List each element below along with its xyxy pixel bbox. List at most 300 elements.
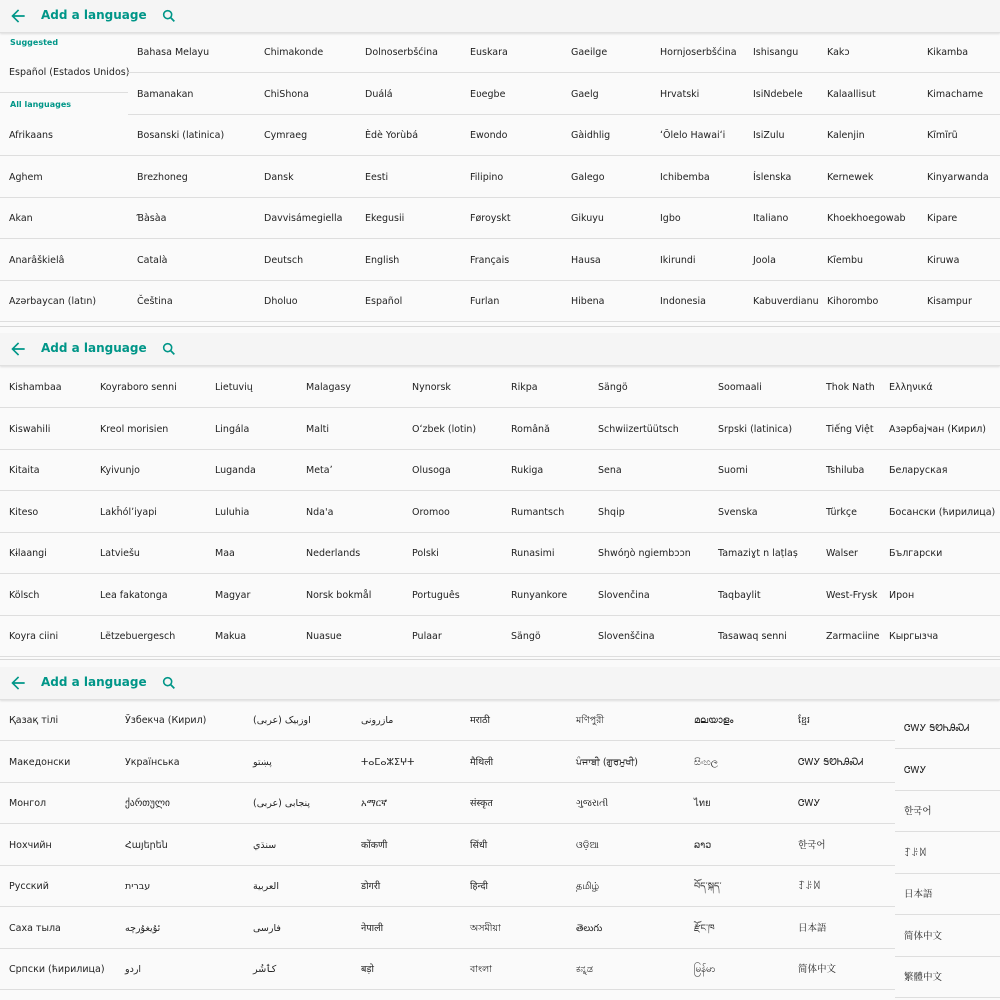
language-label: ᏣᎳᎩ ᎦᏬᏂᎯᏍᏗ [904,723,970,734]
language-item[interactable] [709,575,817,616]
language-label: Sängö [511,631,541,642]
language-item[interactable] [297,575,403,616]
language-item[interactable] [818,157,918,198]
language-label: Kĩmĩrũ [927,130,958,141]
language-item[interactable] [255,32,356,73]
language-item[interactable] [461,866,567,907]
language-item[interactable] [461,742,567,783]
language-item[interactable] [880,533,1000,574]
language-item[interactable] [895,874,1000,915]
language-label: ⵜⴰⵎⴰⵣⵉⵖⵜ [361,756,415,768]
language-item[interactable] [0,783,116,824]
language-item[interactable] [0,157,128,198]
language-item[interactable] [0,240,128,281]
language-label: Српски (ћирилица) [9,964,105,975]
language-item[interactable] [356,281,461,322]
language-item[interactable] [91,367,206,408]
language-panel-1 [0,0,1000,326]
language-item[interactable] [589,409,709,450]
language-item[interactable] [918,281,1000,322]
language-label: Azərbaycan (latın) [9,296,97,307]
language-item[interactable] [297,616,403,657]
language-label: ئۇيغۇرچە [125,922,161,934]
language-item[interactable] [461,949,567,990]
language-item[interactable] [651,240,744,281]
search-icon[interactable] [161,341,177,357]
language-label: Kihorombo [827,296,879,307]
language-item[interactable] [244,742,352,783]
language-label: অসমীয়া [470,922,501,934]
language-label: सिंधी [470,839,488,851]
language-label: Indonesia [660,296,706,307]
language-item[interactable] [91,533,206,574]
language-label: Euskara [470,47,508,58]
language-item[interactable] [589,533,709,574]
language-item[interactable] [685,866,789,907]
language-item[interactable] [817,367,880,408]
language-item[interactable] [116,742,244,783]
language-item[interactable] [918,32,1000,73]
divider [0,659,1000,660]
language-item[interactable] [789,908,895,949]
language-item[interactable] [0,409,91,450]
language-item[interactable] [709,450,817,491]
language-item[interactable] [502,533,589,574]
language-item[interactable] [352,700,461,741]
language-label: Luganda [215,465,256,476]
language-item[interactable] [918,74,1000,115]
language-item[interactable] [128,157,255,198]
language-label: Беларуская [889,465,948,476]
language-label: IsiNdebele [753,88,803,100]
language-item[interactable] [128,198,255,239]
language-label: Kisampur [927,296,972,307]
language-item[interactable] [206,450,297,491]
language-label: Kernewek [827,171,874,183]
language-item[interactable] [255,281,356,322]
language-item[interactable] [461,281,562,322]
language-item[interactable] [461,74,562,115]
language-label: Українська [125,756,180,768]
language-label: Kabuverdianu [753,296,819,307]
language-item[interactable] [918,198,1000,239]
language-label: Dansk [264,171,294,183]
language-item[interactable] [206,575,297,616]
language-item[interactable] [297,492,403,533]
language-label: Slovenščina [598,631,655,642]
language-label: बड़ो [361,964,374,975]
language-item[interactable] [744,157,818,198]
language-item[interactable] [116,866,244,907]
language-item[interactable] [0,115,128,156]
language-item[interactable] [116,908,244,949]
language-label: ʻŌlelo Hawaiʻi [660,130,726,141]
language-item[interactable] [651,32,744,73]
language-item[interactable] [789,949,895,990]
language-item[interactable] [589,616,709,657]
language-label: ລາວ [694,839,712,851]
language-label: አማርኛ [361,798,388,809]
language-label: Босански (ћирилица) [889,506,996,518]
language-item[interactable] [91,409,206,450]
language-item[interactable] [817,492,880,533]
language-item[interactable] [352,825,461,866]
language-item[interactable] [744,240,818,281]
language-item[interactable] [356,240,461,281]
language-item[interactable] [502,409,589,450]
language-item[interactable] [403,533,502,574]
language-item[interactable] [918,157,1000,198]
language-item[interactable] [255,74,356,115]
language-item[interactable] [562,281,651,322]
language-label: Nuasue [306,631,342,642]
language-label: Gàidhlig [571,130,611,141]
language-label: বাংলা [470,964,492,975]
language-item[interactable] [895,916,1000,957]
language-item[interactable] [0,700,116,741]
language-item[interactable] [461,198,562,239]
language-item[interactable] [91,575,206,616]
language-item[interactable] [128,115,255,156]
language-item[interactable] [567,700,685,741]
language-item[interactable] [789,825,895,866]
language-label: Norsk bokmål [306,589,372,601]
language-item[interactable] [244,949,352,990]
language-label: ਪੰਜਾਬੀ (ਗੁਰਮੁਖੀ) [576,756,638,768]
language-item[interactable] [461,157,562,198]
language-item[interactable] [128,32,255,73]
language-item[interactable] [895,708,1000,749]
language-item[interactable] [709,492,817,533]
language-item[interactable] [562,157,651,198]
language-item[interactable] [789,742,895,783]
language-label: Khoekhoegowab [827,213,906,224]
language-item[interactable] [0,367,91,408]
language-item[interactable] [206,616,297,657]
language-label: Нохчийн [9,839,52,851]
language-item[interactable] [0,575,91,616]
language-item[interactable] [128,240,255,281]
language-item[interactable] [461,908,567,949]
language-label: ខ្មែរ [798,715,811,726]
language-label: Kinyarwanda [927,171,989,183]
language-item[interactable] [461,32,562,73]
language-label: Oromoo [412,506,450,518]
language-label: Ishisangu [753,47,799,58]
language-item[interactable] [255,157,356,198]
language-item[interactable] [818,32,918,73]
language-item[interactable] [91,616,206,657]
language-label: ꆈꌠꉙ [904,847,927,859]
language-item[interactable] [709,533,817,574]
language-item[interactable] [880,409,1000,450]
language-item[interactable] [744,74,818,115]
language-label: Schwiizertüütsch [598,423,679,435]
language-item[interactable] [789,700,895,741]
language-item[interactable] [206,409,297,450]
language-item[interactable] [116,949,244,990]
language-item[interactable] [880,367,1000,408]
language-item[interactable] [461,783,567,824]
language-item[interactable] [744,198,818,239]
language-item[interactable] [744,115,818,156]
language-label: Eʋegbe [470,88,506,100]
language-item[interactable] [206,367,297,408]
language-label: Dholuo [264,296,298,307]
language-item[interactable] [567,742,685,783]
language-item[interactable] [356,115,461,156]
language-label: Ўзбекча (Кирил) [125,715,207,726]
language-item[interactable] [403,367,502,408]
language-item[interactable] [685,908,789,949]
language-item[interactable] [589,450,709,491]
language-label: Maa [215,548,235,559]
language-label: Kiswahili [9,423,51,435]
language-item[interactable] [403,575,502,616]
language-item[interactable] [502,367,589,408]
language-item[interactable] [356,32,461,73]
language-item[interactable] [0,825,116,866]
language-item[interactable] [651,157,744,198]
language-item[interactable] [567,866,685,907]
language-label: Gaeilge [571,47,608,58]
language-item[interactable] [685,700,789,741]
language-item[interactable] [356,198,461,239]
toolbar [0,333,1000,366]
language-item[interactable] [403,492,502,533]
language-label: བོད་སྐད་ [694,881,722,892]
language-item[interactable] [744,281,818,322]
language-label: Tamaziɣt n laṭlaṣ [718,548,798,559]
page-title: Add a language [41,8,147,22]
language-item[interactable] [356,74,461,115]
language-item[interactable] [895,791,1000,832]
language-item[interactable] [91,450,206,491]
language-item[interactable] [818,115,918,156]
language-item[interactable] [562,240,651,281]
language-item[interactable] [244,783,352,824]
language-item[interactable] [562,74,651,115]
language-label: Kikamba [927,47,969,58]
language-item[interactable] [352,742,461,783]
language-item[interactable] [567,825,685,866]
language-item[interactable] [116,783,244,824]
language-label: মণিপুরী [576,715,605,726]
language-label: मराठी [470,715,491,726]
language-label: Español [365,296,403,307]
language-label: Italiano [753,213,789,224]
language-label: Кыргызча [889,631,939,642]
language-item[interactable] [0,533,91,574]
language-item[interactable] [589,367,709,408]
language-item[interactable] [744,32,818,73]
language-item[interactable] [651,115,744,156]
language-item[interactable] [567,783,685,824]
language-item[interactable] [244,866,352,907]
language-item[interactable] [244,908,352,949]
back-arrow-icon[interactable] [8,673,28,693]
language-label: Азәрбајҹан (Кирил) [889,423,987,435]
language-item[interactable] [817,616,880,657]
language-item[interactable] [880,616,1000,657]
language-label: Føroyskt [470,213,511,224]
language-label: Kipare [927,213,958,224]
language-item[interactable] [297,533,403,574]
language-item[interactable] [461,115,562,156]
language-item[interactable] [352,908,461,949]
language-item[interactable] [461,240,562,281]
language-label: Sängö [598,382,628,393]
language-item[interactable] [685,825,789,866]
language-item[interactable] [297,409,403,450]
language-item[interactable] [789,866,895,907]
language-item[interactable] [502,575,589,616]
language-item[interactable] [895,833,1000,874]
language-item[interactable] [403,616,502,657]
language-item[interactable] [0,908,116,949]
language-item[interactable] [918,240,1000,281]
language-item[interactable] [128,281,255,322]
language-item[interactable] [589,492,709,533]
language-item[interactable] [0,949,116,990]
page-title: Add a language [41,675,147,689]
language-item[interactable] [502,616,589,657]
language-item[interactable] [651,198,744,239]
language-item[interactable] [206,492,297,533]
language-item[interactable] [651,281,744,322]
language-label: Metaʼ [306,465,333,476]
language-item[interactable] [818,198,918,239]
language-item[interactable] [589,575,709,616]
language-item[interactable] [818,281,918,322]
language-label: Taqbaylit [718,589,761,601]
language-item[interactable] [567,949,685,990]
language-item[interactable] [352,866,461,907]
language-label: ꆈꌠꉙ [798,881,821,892]
language-label: Anarâškielâ [9,254,65,266]
language-item[interactable] [128,74,255,115]
language-label: Soomaali [718,382,762,393]
language-item[interactable] [562,32,651,73]
language-item[interactable] [918,115,1000,156]
language-label: Hornjoserbšćina [660,47,737,58]
language-label: Nynorsk [412,382,451,393]
language-item[interactable] [817,533,880,574]
language-label: Kitaita [9,465,40,476]
language-item[interactable] [880,450,1000,491]
language-label: ChiShona [264,88,309,100]
language-label: Deutsch [264,254,304,266]
language-label: Македонски [9,756,71,768]
language-item[interactable] [562,115,651,156]
language-label: मैथिली [470,756,494,768]
language-item[interactable] [817,450,880,491]
language-item[interactable] [895,750,1000,791]
language-item[interactable] [0,866,116,907]
language-label: ગુજરાતી [576,798,609,809]
language-label: Kishambaa [9,382,62,393]
language-item[interactable] [0,450,91,491]
language-item[interactable] [244,700,352,741]
language-item[interactable] [685,783,789,824]
language-item[interactable] [0,492,91,533]
language-label: Walser [826,548,858,559]
language-item[interactable] [255,115,356,156]
language-item[interactable] [255,240,356,281]
language-item[interactable] [0,281,128,322]
language-item[interactable] [880,492,1000,533]
language-item-suggested[interactable] [0,52,128,93]
language-item[interactable] [352,783,461,824]
back-arrow-icon[interactable] [8,339,28,359]
search-icon[interactable] [161,8,177,24]
language-item[interactable] [0,198,128,239]
language-label: Svenska [718,506,758,518]
language-label: Kiteso [9,506,39,518]
language-item[interactable] [116,700,244,741]
language-item[interactable] [206,533,297,574]
language-label: Kɨlaangi [9,548,47,559]
language-label: Koyra ciini [9,631,59,642]
language-item[interactable] [567,908,685,949]
language-item[interactable] [352,949,461,990]
language-item[interactable] [0,616,91,657]
language-item[interactable] [880,575,1000,616]
language-item[interactable] [818,240,918,281]
language-item[interactable] [461,825,567,866]
language-label: తెలుగు [576,922,603,934]
language-item[interactable] [817,409,880,450]
language-item[interactable] [895,957,1000,998]
language-item[interactable] [0,742,116,783]
search-icon[interactable] [161,675,177,691]
language-item[interactable] [562,198,651,239]
language-item[interactable] [685,949,789,990]
language-label: Èdè Yorùbá [365,130,419,141]
language-item[interactable] [789,783,895,824]
language-item[interactable] [709,367,817,408]
language-item[interactable] [403,409,502,450]
language-item[interactable] [91,492,206,533]
language-item[interactable] [461,700,567,741]
language-item[interactable] [297,450,403,491]
language-label: 繁體中文 [904,972,943,983]
language-item[interactable] [403,450,502,491]
language-label: Kölsch [9,589,40,601]
language-item[interactable] [818,74,918,115]
language-label: English [365,254,400,266]
language-label: മലയാളം [694,715,734,726]
language-label: कोंकणी [361,839,388,851]
language-item[interactable] [709,616,817,657]
language-item[interactable] [502,492,589,533]
language-item[interactable] [255,198,356,239]
language-label: Kyivunjo [100,465,140,476]
language-item[interactable] [244,825,352,866]
language-item[interactable] [297,367,403,408]
language-item[interactable] [685,742,789,783]
language-item[interactable] [651,74,744,115]
language-item[interactable] [709,409,817,450]
language-label: IsiZulu [753,130,785,141]
language-item[interactable] [502,450,589,491]
language-label: Română [511,423,550,435]
language-item[interactable] [356,157,461,198]
back-arrow-icon[interactable] [8,6,28,26]
language-label: Runyankore [511,589,568,601]
language-item[interactable] [116,825,244,866]
language-item[interactable] [817,575,880,616]
